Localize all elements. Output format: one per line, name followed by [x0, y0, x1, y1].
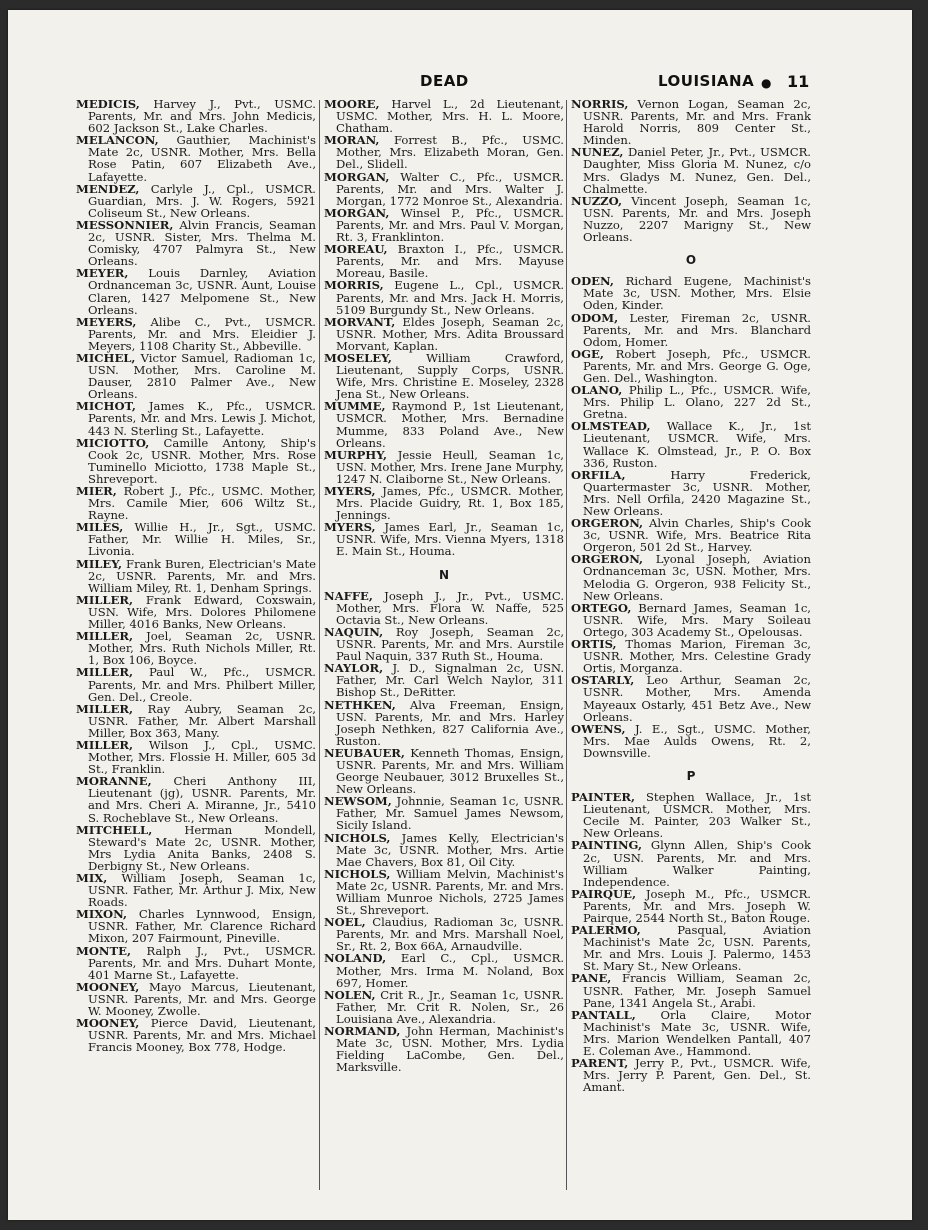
- casualty-entry: [324, 134, 564, 170]
- surname: PAINTER,: [571, 790, 636, 805]
- entry-details: James, Pfc., USMCR. Mother, Mrs. Placide Guidry, Rt. 1, Box 185, Jennings.: [336, 484, 564, 523]
- entry-details: Crit R., Jr., Seaman 1c, USNR. Father, Mr. Crit R. Nolen, Sr., 26 Louisiana Ave., Alexandria.: [336, 987, 564, 1026]
- surname: MORAN,: [324, 133, 380, 148]
- section-title: DEAD: [420, 72, 469, 90]
- casualty-entry: [571, 98, 811, 146]
- entry-details: Thomas Marion, Fireman 3c, USNR. Mother, Mrs. Celestine Grady Ortis, Morganza.: [583, 637, 811, 676]
- surname: MELANCON,: [76, 133, 159, 148]
- entry-details: James K., Pfc., USMCR. Parents, Mr. and Mrs. Lewis J. Michot, 443 N. Sterling St., Lafayette.: [88, 399, 316, 438]
- surname: NOLAND,: [324, 951, 387, 966]
- casualty-entry: [324, 868, 564, 916]
- casualty-entry: [76, 594, 316, 630]
- surname: NUZZO,: [571, 193, 623, 208]
- surname: MUMME,: [324, 399, 386, 414]
- column-1: [76, 98, 316, 1198]
- column-divider: [319, 100, 320, 1190]
- entry-details: James Kelly, Electrician's Mate 3c, USNR. Mother, Mrs. Artie Mae Chavers, Box 81, Oil City.: [336, 830, 564, 869]
- surname: ODEN,: [571, 274, 614, 289]
- surname: MOSELEY,: [324, 350, 392, 365]
- casualty-entry: [76, 219, 316, 267]
- surname: OLANO,: [571, 383, 623, 398]
- surname: PAIRQUE,: [571, 886, 637, 901]
- column-divider: [566, 100, 567, 1190]
- entry-details: Jerry P., Pvt., USMCR. Wife, Mrs. Jerry P. Parent, Gen. Del., St. Amant.: [583, 1056, 811, 1095]
- surname: MILEY,: [76, 556, 123, 571]
- entry-details: Johnnie, Seaman 1c, USNR. Father, Mr. Samuel James Newsom, Sicily Island.: [336, 794, 564, 833]
- surname: PALERMO,: [571, 923, 641, 938]
- casualty-entry: [324, 1025, 564, 1073]
- entry-details: J. D., Signalman 2c, USN. Father, Mr. Carl Welch Naylor, 311 Bishop St., DeRitter.: [336, 661, 564, 700]
- casualty-entry: [76, 981, 316, 1017]
- section-letter: P: [686, 768, 696, 783]
- entry-details: Francis William, Seaman 2c, USNR. Father, Mr. Joseph Samuel Pane, 1341 Angela St., Arabi.: [583, 971, 811, 1010]
- surname: MYERS,: [324, 484, 376, 498]
- casualty-entry: [76, 1017, 316, 1053]
- entry-details: Glynn Allen, Ship's Cook 2c, USN. Parents, Mr. and Mrs. William Walker Painting, Independence.: [583, 838, 811, 889]
- page-number: 11: [787, 72, 810, 91]
- entry-details: Vernon Logan, Seaman 2c, USNR. Parents, Mr. and Mrs. Frank Harold Norris, 809 Center St., Minden.: [583, 98, 811, 148]
- column-3: [571, 98, 811, 1198]
- surname: MILLER,: [76, 629, 134, 644]
- surname: MILLER,: [76, 665, 134, 680]
- casualty-entry: [571, 348, 811, 384]
- casualty-entry: [571, 791, 811, 839]
- surname: MORGAN,: [324, 169, 390, 184]
- casualty-entry: [324, 485, 564, 521]
- surname: ORTIS,: [571, 637, 617, 652]
- entry-details: Leo Arthur, Seaman 2c, USNR. Mother, Mrs. Amenda Mayeaux Ostarly, 451 Betz Ave., New Orleans.: [583, 673, 811, 724]
- casualty-entry: [324, 590, 564, 626]
- surname: NAQUIN,: [324, 624, 384, 639]
- casualty-entry: [324, 98, 564, 134]
- entry-details: Jessie Heull, Seaman 1c, USN. Mother, Mrs. Irene Jane Murphy, 1247 N. Claiborne St., New Orleans.: [336, 447, 564, 486]
- casualty-entry: [324, 952, 564, 988]
- casualty-entry: [324, 699, 564, 747]
- entry-details: Vincent Joseph, Seaman 1c, USN. Parents, Mr. and Mrs. Joseph Nuzzo, 2207 Marigny St., New Orleans.: [583, 193, 811, 245]
- surname: MORANNE,: [76, 774, 152, 789]
- casualty-entry: [571, 517, 811, 553]
- casualty-entry: [76, 521, 316, 557]
- surname: MOONEY,: [76, 979, 140, 994]
- page-header: [8, 72, 912, 96]
- entry-details: Alvin Francis, Seaman 2c, USNR. Sister, Mrs. Thelma M. Comisky, 4707 Palmyra St., New Orleans.: [88, 217, 316, 269]
- surname: PANE,: [571, 971, 612, 986]
- column-2: [324, 98, 564, 1198]
- casualty-entry: [76, 775, 316, 823]
- surname: OLMSTEAD,: [571, 419, 651, 434]
- section-letter: N: [438, 567, 450, 582]
- surname: PANTALL,: [571, 1007, 636, 1022]
- casualty-entry: [571, 924, 811, 972]
- casualty-entry: [324, 747, 564, 795]
- entry-details: Paul W., Pfc., USMCR. Parents, Mr. and Mrs. Philbert Miller, Gen. Del., Creole.: [88, 665, 316, 704]
- casualty-entry: [324, 207, 564, 243]
- entry-details: William Joseph, Seaman 1c, USNR. Father, Mr. Arthur J. Mix, New Roads.: [88, 871, 316, 910]
- entry-details: Robert J., Pfc., USMC. Mother, Mrs. Camile Mier, 606 Wiltz St., Rayne.: [88, 484, 316, 523]
- entry-details: John Herman, Machinist's Mate 3c, USN. Mother, Mrs. Lydia Fielding LaCombe, Gen. Del., Marksville.: [336, 1024, 564, 1075]
- surname: NEWSOM,: [324, 794, 392, 809]
- surname: OGE,: [571, 346, 604, 361]
- surname: ORTEGO,: [571, 600, 632, 615]
- entry-details: Charles Lynnwood, Ensign, USNR. Father, Mr. Clarence Richard Mixon, 207 Fairmount, Pineville.: [88, 907, 316, 946]
- casualty-entry: [76, 558, 316, 594]
- casualty-entry: [571, 469, 811, 517]
- casualty-entry: [571, 888, 811, 924]
- casualty-entry: [324, 795, 564, 831]
- casualty-entry: [76, 666, 316, 702]
- surname: MILLER,: [76, 592, 134, 607]
- surname: MITCHELL,: [76, 822, 153, 837]
- casualty-entry: [324, 352, 564, 400]
- surname: MEYER,: [76, 266, 129, 281]
- surname: NAYLOR,: [324, 661, 384, 676]
- surname: NOEL,: [324, 915, 366, 930]
- casualty-entry: [324, 832, 564, 868]
- casualty-entry: [76, 485, 316, 521]
- surname: NORRIS,: [571, 98, 629, 111]
- surname: MICHOT,: [76, 399, 136, 414]
- entry-details: Forrest B., Pfc., USMC. Mother, Mrs. Elizabeth Moran, Gen. Del., Slidell.: [336, 133, 564, 172]
- casualty-entry: [571, 602, 811, 638]
- entry-details: Joseph M., Pfc., USMCR. Parents, Mr. and Mrs. Joseph W. Pairque, 2544 North St., Baton Rouge.: [583, 886, 811, 925]
- casualty-entry: [76, 739, 316, 775]
- surname: MURPHY,: [324, 447, 388, 462]
- surname: MEDICIS,: [76, 98, 140, 111]
- surname: NEUBAUER,: [324, 745, 405, 760]
- casualty-entry: [324, 662, 564, 698]
- casualty-entry: [571, 275, 811, 311]
- casualty-entry: [571, 1009, 811, 1057]
- surname: PARENT,: [571, 1056, 629, 1071]
- surname: MICHEL,: [76, 350, 136, 365]
- surname: NAFFE,: [324, 588, 373, 603]
- surname: NORMAND,: [324, 1024, 401, 1039]
- section-letter: O: [685, 253, 697, 268]
- surname: NOLEN,: [324, 987, 376, 1002]
- surname: MONTE,: [76, 943, 132, 958]
- surname: MIXON,: [76, 907, 128, 922]
- entry-details: Wallace K., Jr., 1st Lieutenant, USMCR. Wife, Mrs. Wallace K. Olmstead, Jr., P. O. Box 336, Ruston.: [583, 419, 811, 470]
- entry-details: James Earl, Jr., Seaman 1c, USNR. Wife, Mrs. Vienna Myers, 1318 E. Main St., Houma.: [336, 520, 564, 559]
- casualty-entry: [324, 521, 564, 557]
- state-name: LOUISIANA: [658, 72, 755, 90]
- casualty-entry: [571, 839, 811, 887]
- casualty-entry: [324, 449, 564, 485]
- surname: ODOM,: [571, 310, 619, 325]
- casualty-entry: [324, 316, 564, 352]
- surname: MIER,: [76, 484, 117, 498]
- entry-details: Pasqual, Aviation Machinist's Mate 2c, USN. Parents, Mr. and Mrs. Louis J. Palermo, 1453 St. Mary St., New Orleans.: [583, 923, 811, 974]
- casualty-entry: [324, 626, 564, 662]
- casualty-entry: [324, 243, 564, 279]
- entry-details: Robert Joseph, Pfc., USMCR. Parents, Mr. and Mrs. George G. Oge, Gen. Del., Washington.: [583, 346, 811, 385]
- casualty-entry: [571, 1057, 811, 1093]
- casualty-entry: [571, 972, 811, 1008]
- casualty-entry: [324, 171, 564, 207]
- surname: MEYERS,: [76, 314, 137, 329]
- casualty-entry: [571, 674, 811, 722]
- entry-details: Wilson J., Cpl., USMC. Mother, Mrs. Flossie H. Miller, 605 3d St., Franklin.: [88, 737, 316, 777]
- surname: NETHKEN,: [324, 697, 396, 712]
- entry-details: Philip L., Pfc., USMCR. Wife, Mrs. Philip L. Olano, 227 2d St., Gretna.: [583, 383, 811, 422]
- entry-details: Eldes Joseph, Seaman 2c, USNR. Mother, Mrs. Adita Broussard Morvant, Kaplan.: [336, 314, 564, 353]
- entry-details: Alibe C., Pvt., USMCR. Parents, Mr. and Mrs. Eleidier J. Meyers, 1108 Charity St., Abbeville.: [88, 314, 316, 353]
- document-page: [8, 10, 912, 1220]
- surname: MILLER,: [76, 737, 134, 752]
- surname: ORFILA,: [571, 467, 626, 482]
- entry-details: Earl C., Cpl., USMCR. Mother, Mrs. Irma M. Noland, Box 697, Homer.: [336, 951, 564, 990]
- surname: ORGERON,: [571, 552, 644, 567]
- casualty-entry: [324, 916, 564, 952]
- surname: MESSONNIER,: [76, 217, 174, 232]
- surname: MENDEZ,: [76, 181, 140, 196]
- entry-details: Harry Frederick, Quartermaster 3c, USNR. Mother, Mrs. Nell Orfila, 2420 Magazine St., New Orleans.: [583, 467, 811, 518]
- entry-details: Ray Aubry, Seaman 2c, USNR. Father, Mr. Albert Marshall Miller, Box 363, Many.: [88, 701, 316, 740]
- entry-details: Harvel L., 2d Lieutenant, USMC. Mother, Mrs. H. L. Moore, Chatham.: [336, 98, 564, 136]
- casualty-entry: [76, 352, 316, 400]
- entry-details: Alvin Charles, Ship's Cook 3c, USNR. Wife, Mrs. Beatrice Rita Orgeron, 501 2d St., Harvey.: [583, 516, 811, 555]
- entry-details: Richard Eugene, Machinist's Mate 3c, USN. Mother, Mrs. Elsie Oden, Kinder.: [583, 274, 811, 313]
- entry-details: Winsel P., Pfc., USMCR. Parents, Mr. and Mrs. Paul V. Morgan, Rt. 3, Franklinton.: [336, 205, 564, 245]
- casualty-entry: [324, 989, 564, 1025]
- bullet-separator: ●: [761, 76, 772, 90]
- surname: MYERS,: [324, 520, 376, 535]
- casualty-entry: [571, 723, 811, 759]
- casualty-entry: [571, 312, 811, 348]
- entry-details: Orla Claire, Motor Machinist's Mate 3c, USNR. Wife, Mrs. Marion Wendelken Pantall, 407 E. Coleman Ave., Hammond.: [583, 1007, 811, 1059]
- entry-details: Kenneth Thomas, Ensign, USNR. Parents, Mr. and Mrs. William George Neubauer, 3012 Bruxelles St., New Orleans.: [336, 745, 564, 797]
- casualty-entry: [76, 945, 316, 981]
- entry-details: Mayo Marcus, Lieutenant, USNR. Parents, Mr. and Mrs. George W. Mooney, Zwolle.: [88, 979, 316, 1019]
- entry-details: Braxton I., Pfc., USMCR. Parents, Mr. and Mrs. Mayuse Moreau, Basile.: [336, 242, 564, 281]
- entry-details: Walter C., Pfc., USMCR. Parents, Mr. and Mrs. Walter J. Morgan, 1772 Monroe St., Alexandria.: [336, 169, 564, 208]
- surname: NICHOLS,: [324, 866, 391, 881]
- entry-details: Daniel Peter, Jr., Pvt., USMCR. Daughter, Miss Gloria M. Nunez, c/o Mrs. Gladys M. Nunez, Gen. Del., Chalmette.: [583, 145, 811, 196]
- casualty-entry: [324, 400, 564, 448]
- surname: NUNEZ,: [571, 145, 624, 160]
- entry-details: Willie H., Jr., Sgt., USMC. Father, Mr. Willie H. Miles, Sr., Livonia.: [88, 520, 316, 559]
- entry-details: Frank Buren, Electrician's Mate 2c, USNR. Parents, Mr. and Mrs. William Miley, Rt. 1, Denham Springs.: [88, 556, 316, 595]
- casualty-entry: [571, 638, 811, 674]
- entry-details: Louis Darnley, Aviation Ordnanceman 3c, USNR. Aunt, Louise Claren, 1427 Melpomene St., New Orleans.: [88, 266, 316, 317]
- casualty-entry: [76, 872, 316, 908]
- entry-details: Cheri Anthony III, Lieutenant (jg), USNR. Parents, Mr. and Mrs. Cheri A. Miranne, Jr., 5410 S. Rocheblave St., New Orleans.: [88, 774, 316, 825]
- entry-details: Herman Mondell, Steward's Mate 2c, USNR. Mother, Mrs Lydia Anita Banks, 2408 S. Derbigny St., New Orleans.: [88, 822, 316, 873]
- entry-details: Eugene L., Cpl., USMCR. Parents, Mr. and Mrs. Jack H. Morris, 5109 Burgundy St., New Orleans.: [336, 278, 564, 317]
- casualty-entry: [76, 908, 316, 944]
- surname: NICHOLS,: [324, 830, 391, 845]
- entry-details: Lester, Fireman 2c, USNR. Parents, Mr. and Mrs. Blanchard Odom, Homer.: [583, 310, 811, 349]
- casualty-entry: [571, 146, 811, 194]
- casualty-entry: [76, 98, 316, 134]
- entry-details: Claudius, Radioman 3c, USNR. Parents, Mr. and Mrs. Marshall Noel, Sr., Rt. 2, Box 66A, Arnaudville.: [336, 915, 564, 954]
- entry-details: William Crawford, Lieutenant, Supply Corps, USNR. Wife, Mrs. Christine E. Moseley, 2328 Jena St., New Orleans.: [336, 350, 564, 402]
- casualty-entry: [76, 316, 316, 352]
- surname: OWENS,: [571, 721, 626, 736]
- casualty-entry: [76, 183, 316, 219]
- surname: MOREAU,: [324, 242, 388, 257]
- entry-details: Victor Samuel, Radioman 1c, USN. Mother, Mrs. Caroline M. Dauser, 2810 Palmer Ave., New Orleans.: [88, 350, 316, 402]
- entry-details: Raymond P., 1st Lieutenant, USMCR. Mother, Mrs. Bernadine Mumme, 833 Poland Ave., New Orleans.: [336, 399, 564, 450]
- entry-details: J. E., Sgt., USMC. Mother, Mrs. Mae Aulds Owens, Rt. 2, Downsville.: [583, 721, 811, 760]
- surname: MICIOTTO,: [76, 435, 150, 450]
- entry-details: Frank Edward, Coxswain, USN. Wife, Mrs. Dolores Philomene Miller, 4016 Banks, New Orleans.: [88, 592, 316, 632]
- entry-details: Bernard James, Seaman 1c, USNR. Wife, Mrs. Mary Soileau Ortego, 303 Academy St., Opelousas.: [583, 600, 811, 639]
- surname: MOONEY,: [76, 1016, 140, 1031]
- casualty-entry: [76, 824, 316, 872]
- entry-details: Harvey J., Pvt., USMC. Parents, Mr. and Mrs. John Medicis, 602 Jackson St., Lake Charles.: [88, 98, 316, 136]
- casualty-entry: [571, 420, 811, 468]
- surname: OSTARLY,: [571, 673, 635, 688]
- casualty-entry: [76, 437, 316, 485]
- entry-details: Joseph J., Jr., Pvt., USMC. Mother, Mrs. Flora W. Naffe, 525 Octavia St., New Orleans.: [336, 588, 564, 627]
- surname: MORVANT,: [324, 314, 396, 329]
- casualty-entry: [76, 134, 316, 182]
- surname: PAINTING,: [571, 838, 643, 853]
- entry-details: Roy Joseph, Seaman 2c, USNR. Parents, Mr. and Mrs. Aurstile Paul Naquin, 337 Ruth St., Houma.: [336, 624, 564, 664]
- casualty-entry: [571, 553, 811, 601]
- entry-details: Carlyle J., Cpl., USMCR. Guardian, Mrs. J. W. Rogers, 5921 Coliseum St., New Orleans.: [88, 181, 316, 220]
- surname: MIX,: [76, 871, 108, 885]
- entry-details: Lyonal Joseph, Aviation Ordnanceman 3c, USN. Mother, Mrs. Melodia G. Orgeron, 938 Felicity St., New Orleans.: [583, 552, 811, 603]
- casualty-entry: [76, 267, 316, 315]
- surname: MOORE,: [324, 98, 380, 111]
- casualty-entry: [76, 400, 316, 436]
- casualty-entry: [571, 195, 811, 243]
- entry-details: Ralph J., Pvt., USMCR. Parents, Mr. and Mrs. Duhart Monte, 401 Marne St., Lafayette.: [88, 943, 316, 982]
- surname: MORGAN,: [324, 205, 390, 220]
- surname: ORGERON,: [571, 516, 644, 531]
- casualty-entry: [571, 384, 811, 420]
- entry-details: Gauthier, Machinist's Mate 2c, USNR. Mother, Mrs. Bella Rose Patin, 607 Elizabeth Ave., Lafayette.: [88, 133, 316, 184]
- casualty-entry: [76, 630, 316, 666]
- casualty-entry: [324, 279, 564, 315]
- entry-details: Joel, Seaman 2c, USNR. Mother, Mrs. Ruth Nichols Miller, Rt. 1, Box 106, Boyce.: [88, 629, 316, 668]
- entry-details: William Melvin, Machinist's Mate 2c, USNR. Parents, Mr. and Mrs. William Munroe Nichols, 2725 James St., Shreveport.: [336, 866, 564, 918]
- entry-details: Alva Freeman, Ensign, USN. Parents, Mr. and Mrs. Harley Joseph Nethken, 827 California Ave., Ruston.: [336, 697, 564, 748]
- surname: MILES,: [76, 520, 124, 535]
- entry-details: Pierce David, Lieutenant, USNR. Parents, Mr. and Mrs. Michael Francis Mooney, Box 778, Hodge.: [88, 1016, 316, 1055]
- surname: MILLER,: [76, 701, 134, 716]
- entry-details: Camille Antony, Ship's Cook 2c, USNR. Mother, Mrs. Rose Tuminello Miciotto, 1738 Maple St., Shreveport.: [88, 435, 316, 486]
- surname: MORRIS,: [324, 278, 384, 293]
- entry-details: Stephen Wallace, Jr., 1st Lieutenant, USMCR. Mother, Mrs. Cecile M. Painter, 203 Walker St., New Orleans.: [583, 790, 811, 841]
- casualty-entry: [76, 703, 316, 739]
